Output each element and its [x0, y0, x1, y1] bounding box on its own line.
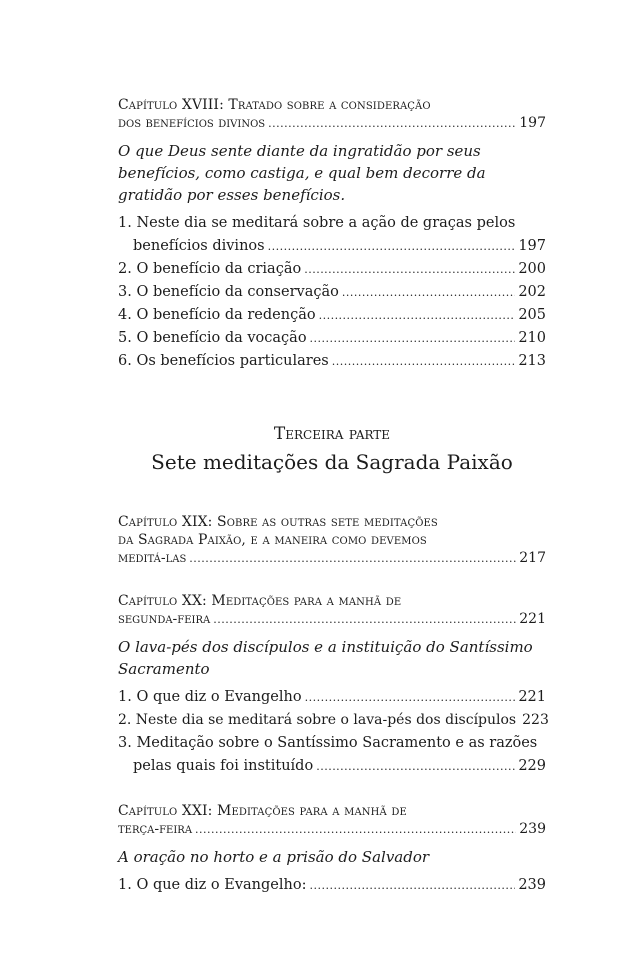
toc-item-text: benefícios divinos — [133, 238, 265, 254]
chapter-title-line: Capítulo XIX: Sobre as outras sete meditações — [118, 514, 438, 530]
chapter-subtitle: A oração no horto e a prisão do Salvador — [118, 848, 430, 866]
page-number: 223 — [522, 712, 549, 728]
dot-leader — [332, 350, 516, 373]
dot-leader — [316, 755, 515, 778]
dot-leader — [319, 304, 516, 327]
chapter-title-line: Capítulo XVIII: Tratado sobre a consideração — [118, 97, 431, 113]
page-number: 210 — [518, 330, 546, 346]
dot-leader — [213, 611, 516, 629]
page-number: 239 — [519, 821, 546, 837]
dot-leader — [189, 550, 516, 568]
toc-item-text: 3. O benefício da conservação — [118, 284, 339, 300]
page-number: 202 — [518, 284, 546, 300]
table-of-contents — [118, 96, 549, 897]
toc-entry[interactable] — [118, 820, 546, 839]
page-number: 197 — [519, 115, 546, 131]
toc-item-text: 1. O que diz o Evangelho — [118, 689, 302, 705]
chapter-title-line: meditá-las — [118, 550, 187, 566]
toc-entry[interactable] — [118, 304, 546, 327]
page-number: 221 — [519, 611, 546, 627]
dot-leader — [268, 115, 516, 133]
dot-leader — [342, 281, 515, 304]
dot-leader — [309, 874, 515, 897]
toc-items — [118, 212, 546, 373]
toc-item-text: 5. O benefício da vocação — [118, 330, 307, 346]
toc-entry[interactable] — [118, 258, 546, 281]
toc-entry[interactable] — [118, 350, 546, 373]
dot-leader — [310, 327, 516, 350]
page-number: 205 — [518, 307, 546, 323]
chapter-title-line: Capítulo XX: Meditações para a manhã de — [118, 593, 402, 609]
toc-items — [118, 874, 546, 897]
page-number: 200 — [518, 261, 546, 277]
chapter-title-line: da Sagrada Paixão, e a maneira como devemos — [118, 532, 427, 548]
dot-leader — [195, 821, 516, 839]
toc-entry[interactable] — [118, 755, 546, 778]
toc-entry[interactable] — [118, 686, 546, 709]
chapter-19 — [118, 513, 546, 568]
toc-entry[interactable] — [118, 549, 546, 568]
toc-entry[interactable] — [118, 709, 549, 732]
toc-entry[interactable] — [118, 610, 546, 629]
toc-item-line: 3. Meditação sobre o Santíssimo Sacramento e as razões — [118, 735, 538, 751]
part-title: Sete meditações da Sagrada Paixão — [151, 450, 513, 474]
page-number: 229 — [518, 758, 546, 774]
toc-item-text: 1. O que diz o Evangelho: — [118, 877, 307, 893]
toc-entry[interactable] — [118, 281, 546, 304]
toc-item-text: 4. O benefício da redenção — [118, 307, 316, 323]
toc-item-text: 6. Os benefícios particulares — [118, 353, 329, 369]
page-number: 239 — [518, 877, 546, 893]
chapter-18 — [118, 96, 546, 373]
toc-entry[interactable] — [118, 874, 546, 897]
toc-items — [118, 686, 549, 778]
dot-leader — [304, 258, 515, 281]
page-number: 217 — [519, 550, 546, 566]
chapter-21 — [118, 802, 546, 897]
dot-leader — [268, 235, 516, 258]
toc-item-text: pelas quais foi instituído — [133, 758, 314, 774]
chapter-title-line: terça-feira — [118, 821, 193, 837]
toc-item-text: 2. Neste dia se meditará sobre o lava-pés dos discípulos — [118, 712, 517, 728]
chapter-subtitle: O que Deus sente diante da ingratidão por seus benefícios, como castiga, e qual bem decorre da gratidão por esses benefícios. — [118, 142, 486, 204]
page-number: 213 — [518, 353, 546, 369]
page-number: 221 — [518, 689, 546, 705]
toc-item-line: 1. Neste dia se meditará sobre a ação de graças pelos — [118, 215, 516, 231]
toc-item-text: 2. O benefício da criação — [118, 261, 302, 277]
part-label: Terceira parte — [273, 424, 391, 444]
chapter-subtitle: O lava-pés dos discípulos e a instituição do Santíssimo Sacramento — [118, 638, 533, 678]
toc-entry[interactable] — [118, 114, 546, 133]
chapter-title-line: dos benefícios divinos — [118, 115, 266, 131]
page-number: 197 — [518, 238, 546, 254]
toc-entry[interactable] — [118, 327, 546, 350]
dot-leader — [305, 686, 516, 709]
chapter-20 — [118, 592, 549, 778]
chapter-title-line: segunda-feira — [118, 611, 211, 627]
toc-entry[interactable] — [118, 235, 546, 258]
chapter-title-line: Capítulo XXI: Meditações para a manhã de — [118, 803, 407, 819]
